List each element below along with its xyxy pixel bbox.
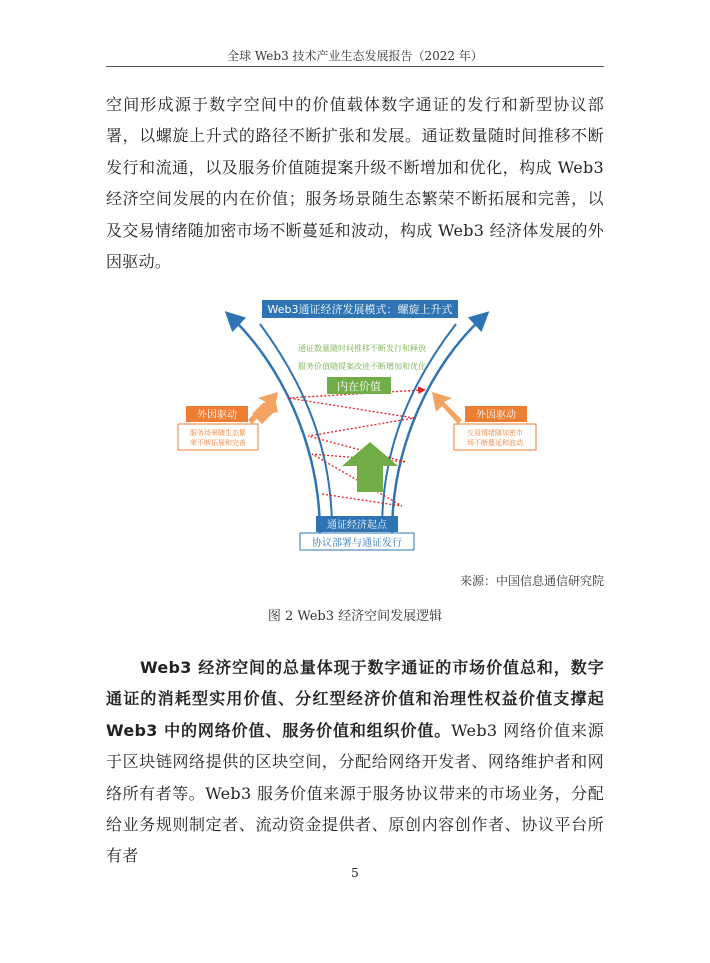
left-driver-title: 外因驱动 [197,410,237,421]
green-text-2: 服务价值随提案改进不断增加和优化 [298,362,426,371]
left-driver-line-1: 服务场景随生态繁 [190,429,246,437]
start-label: 通证经济起点 [327,520,387,531]
page-number: 5 [351,866,359,880]
right-driver-line-1: 交易情绪随加密市 [467,429,523,437]
start-sub-label: 协议部署与通证发行 [312,538,402,549]
paragraph-2-normal: Web3 网络价值来源于区块链网络提供的区块空间，分配给网络开发者、网络维护者和网络所有者等。Web3 服务价值来源于服务协议带来的市场业务，分配给业务规则制定者、流动资金提供者、原创内容创作者、协议平台所有者 [106,720,604,866]
body-paragraph-1: 空间形成源于数字空间中的价值载体数字通证的发行和新型协议部署，以螺旋上升式的路径不断扩张和发展。通证数量随时间推移不断发行和流通，以及服务价值随提案升级不断增加和优化，构成 Web3 经济空间发展的内在价值；服务场景随生态繁荣不断拓展和完善，以及交易情绪随加密市场不断蔓延和波动，构成 Web3 经济体发展的外因驱动。 [106,95,604,272]
inner-curve-left [260,324,332,530]
right-orange-arrow [432,392,462,424]
right-driver-line-2: 场不断蔓延和波动 [467,439,523,447]
left-driver-line-2: 荣不断拓展和完善 [190,439,246,447]
inner-value-label: 内在价值 [337,380,381,393]
green-up-arrow [342,442,398,492]
body-paragraph-2 [106,652,604,872]
right-driver-title: 外因驱动 [476,410,516,421]
green-text-1: 通证数量随时间推移不断发行和释放 [298,344,426,353]
figure-caption: 图 2 Web3 经济空间发展逻辑 [267,609,443,624]
running-header: 全球 Web3 技术产业生态发展报告（2022 年） [227,49,483,63]
top-banner-text: Web3通证经济发展模式：螺旋上升式 [267,303,453,316]
paragraph-2-bold: Web3 经济空间的总量体现于数字通证的市场价值总和，数字通证的消耗型实用价值、分红型经济价值和治理性权益价值支撑起 Web3 中的网络价值、服务价值和组织价值。 [106,658,604,740]
header-divider [106,66,604,67]
web3-economy-diagram [170,294,600,556]
figure-source: 来源：中国信息通信研究院 [459,574,604,588]
